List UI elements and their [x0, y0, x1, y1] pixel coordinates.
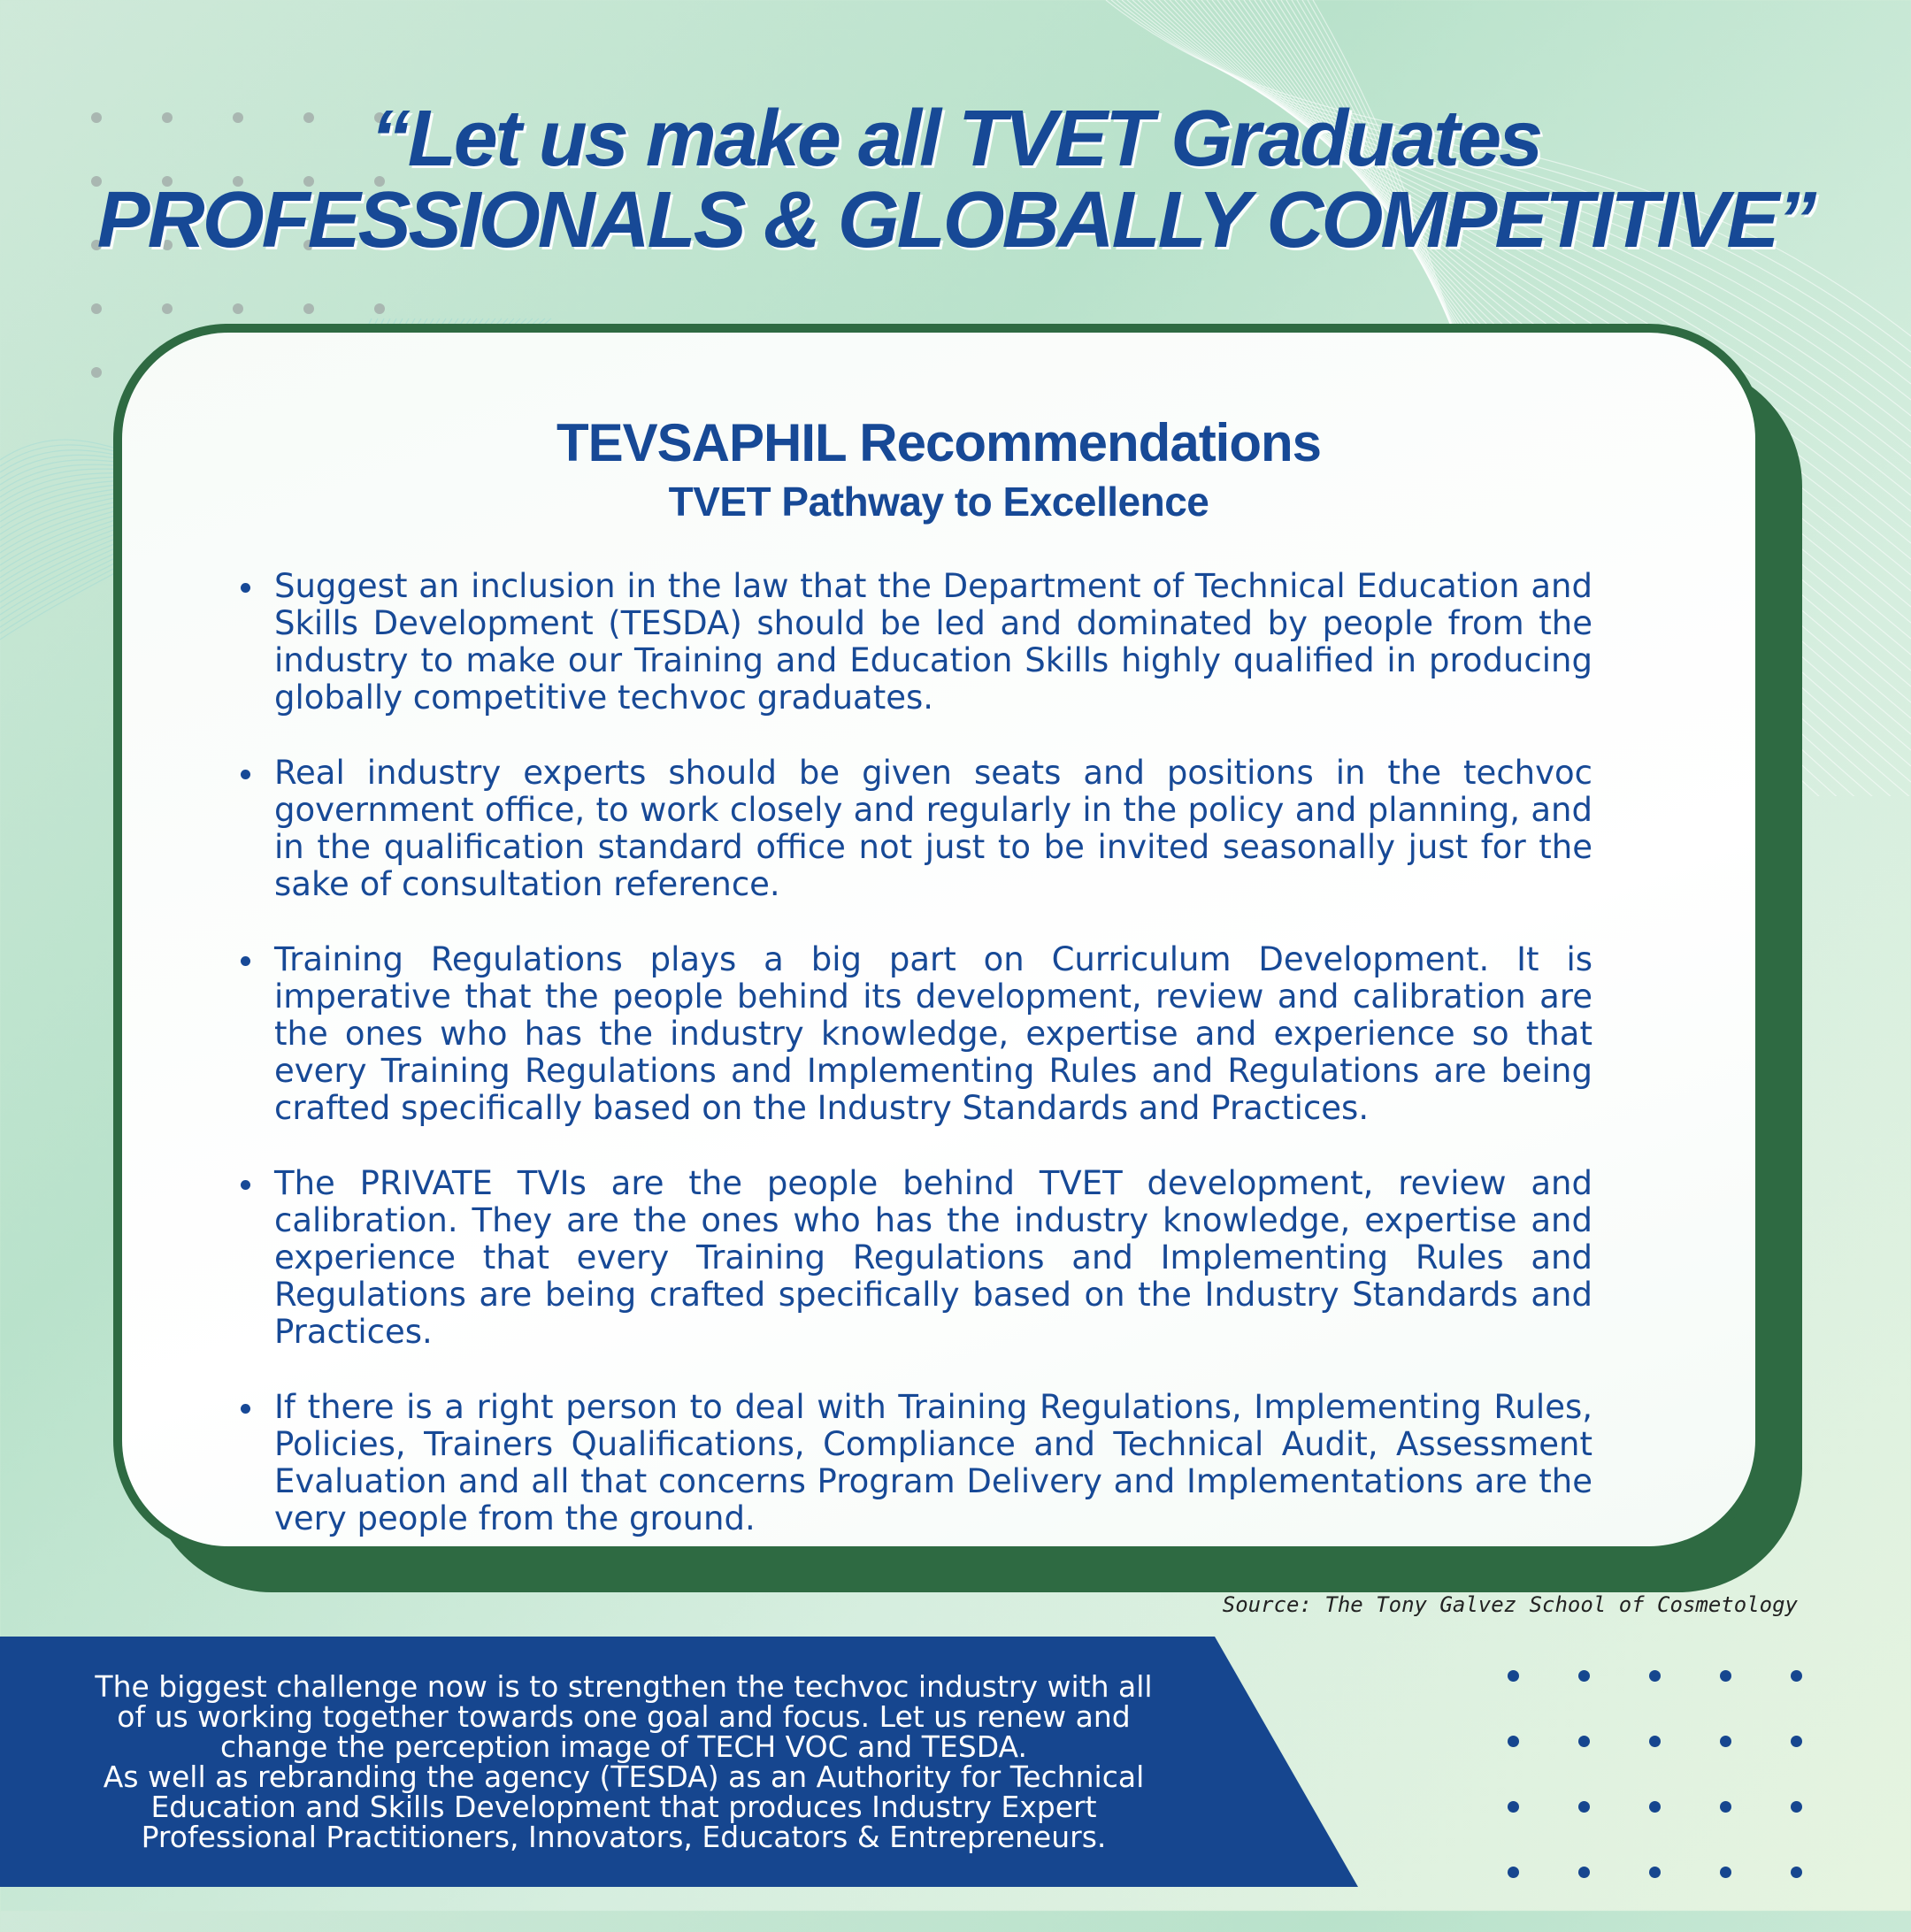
dot-icon [1508, 1801, 1519, 1813]
list-item [274, 1165, 1592, 1351]
dot-icon [1649, 1867, 1661, 1878]
dot-icon [1791, 1670, 1802, 1682]
dot-icon [233, 303, 243, 314]
banner-line-4: As well as rebranding the agency (TESDA) as an Authority for Technical [103, 1760, 1145, 1794]
list-item-text: Suggest an inclusion in the law that the Department of Technical Education and Skills Development (TESDA) should be led and dominated by people from the industry to make our Training and Education Skills highly qualified in producing globally competitive techvoc graduates. [274, 567, 1592, 717]
dot-icon [1791, 1736, 1802, 1747]
source-credit: Source: The Tony Galvez School of Cosmetology [1222, 1592, 1798, 1617]
dot-icon [91, 367, 102, 378]
dot-icon [1508, 1670, 1519, 1682]
decorative-dot-grid-bottom-right [1508, 1670, 1861, 1932]
headline-line-1: “Let us make all TVET Graduates [370, 95, 1541, 183]
dot-icon [1508, 1736, 1519, 1747]
card-title: TEVSAPHIL Recommendations [556, 413, 1322, 472]
headline-line-2: PROFESSIONALS & GLOBALLY COMPETITIVE” [96, 175, 1815, 264]
list-item-text: Training Regulations plays a big part on Curriculum Development. It is imperative that the people behind its development, review and calibration are the ones who has the industry knowledge, expertise and experience so that every Training Regulations and Implementing Rules and Regulations are being crafted specifically based on the Industry Standards and Practices. [274, 940, 1592, 1127]
headline-quote [0, 95, 1911, 264]
recommendation-list [274, 568, 1592, 1576]
list-item [274, 941, 1592, 1127]
banner-line-2: of us working together towards one goal and focus. Let us renew and [117, 1699, 1131, 1734]
banner-message [35, 1669, 1212, 1854]
banner-line-3: change the perception image of TECH VOC and TESDA. [219, 1729, 1028, 1764]
bullet-dot-icon [241, 956, 250, 966]
list-item [274, 1389, 1592, 1537]
list-item [274, 755, 1592, 903]
dot-icon [1649, 1801, 1661, 1813]
card-subtitle: TVET Pathway to Excellence [668, 479, 1209, 525]
banner-line-5: Education and Skills Development that produces Industry Expert [150, 1790, 1097, 1824]
dot-icon [303, 303, 314, 314]
dot-icon [91, 303, 102, 314]
dot-icon [1508, 1867, 1519, 1878]
dot-icon [1720, 1670, 1731, 1682]
banner-line-1: The biggest challenge now is to strengthen the techvoc industry with all [95, 1669, 1153, 1704]
dot-icon [1578, 1867, 1590, 1878]
banner-line-6: Professional Practitioners, Innovators, Educators & Entrepreneurs. [141, 1820, 1107, 1854]
list-item-text: Real industry experts should be given seats and positions in the techvoc government office, to work closely and regularly in the policy and planning, and in the qualification standard office not just to be invited seasonally just for the sake of consultation reference. [274, 754, 1592, 903]
recommendations-card [113, 324, 1764, 1555]
bullet-dot-icon [241, 1404, 250, 1414]
dot-icon [1791, 1801, 1802, 1813]
dot-icon [1720, 1736, 1731, 1747]
dot-icon [162, 303, 173, 314]
dot-icon [1578, 1736, 1590, 1747]
dot-icon [1791, 1867, 1802, 1878]
dot-icon [1720, 1867, 1731, 1878]
list-item [274, 568, 1592, 717]
dot-icon [1578, 1670, 1590, 1682]
list-item-text: If there is a right person to deal with Training Regulations, Implementing Rules, Policies, Trainers Qualifications, Compliance and Technical Audit, Assessment Evaluation and all that concerns Program Delivery and Implementations are the very people from the ground. [274, 1388, 1592, 1537]
bullet-dot-icon [241, 770, 250, 779]
bullet-dot-icon [241, 583, 250, 593]
dot-icon [1720, 1801, 1731, 1813]
closing-banner [0, 1637, 1358, 1887]
list-item-text: The PRIVATE TVIs are the people behind TVET development, review and calibration. They are the ones who has the industry knowledge, expertise and experience that every Training Regulations and Implementing Rules and Regulations are being crafted specifically based on the Industry Standards and Practices. [274, 1164, 1592, 1351]
bullet-dot-icon [241, 1180, 250, 1190]
dot-icon [374, 303, 385, 314]
dot-icon [1649, 1670, 1661, 1682]
dot-icon [1649, 1736, 1661, 1747]
dot-icon [1578, 1801, 1590, 1813]
